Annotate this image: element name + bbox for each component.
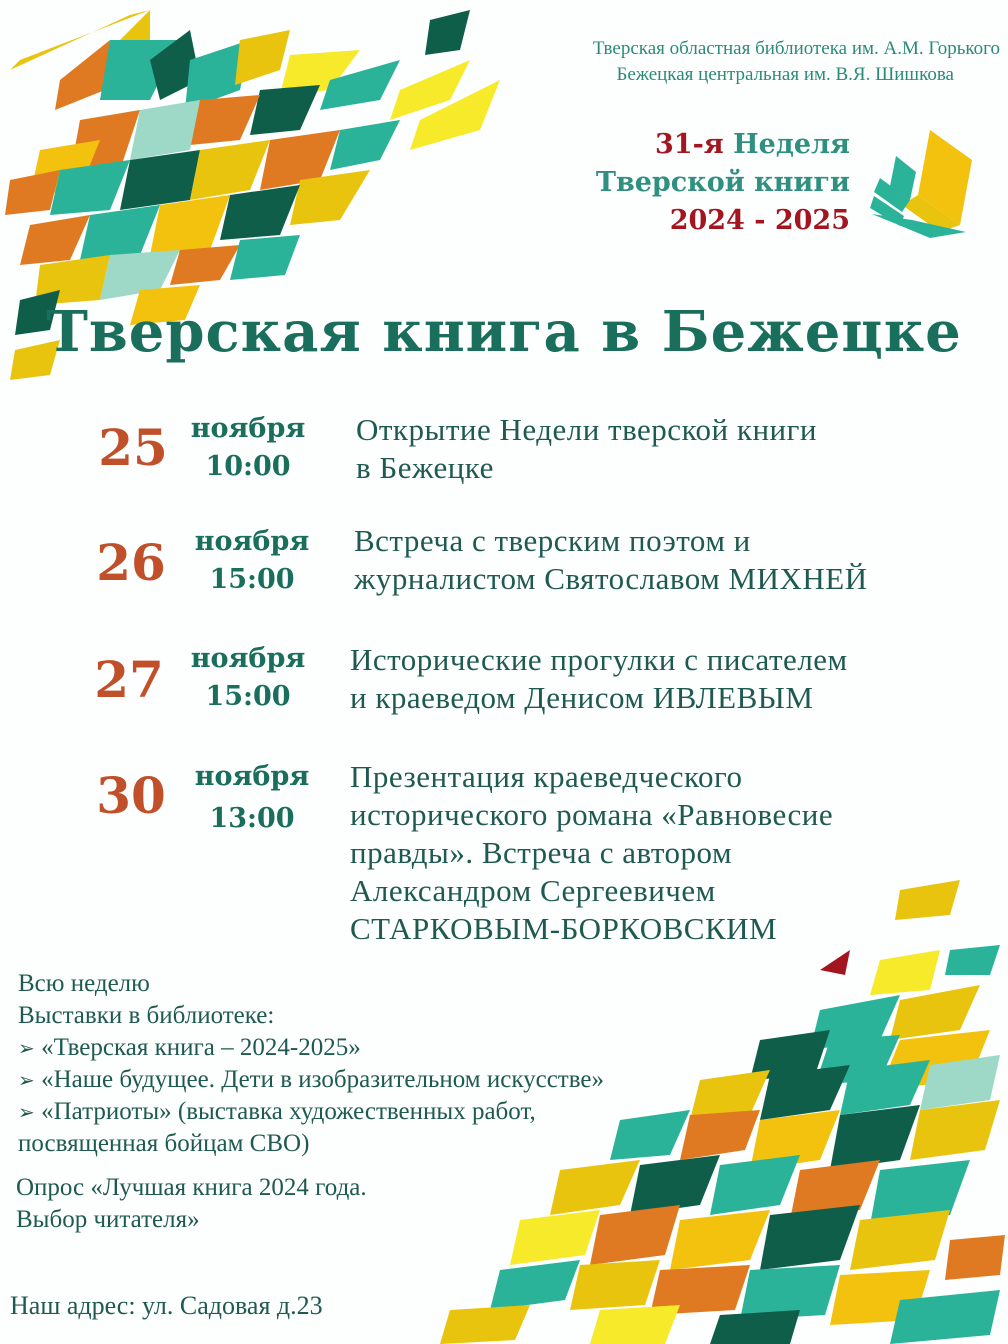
exhibition-item: ➢ «Наше будущее. Дети в изобразительном искусстве» <box>18 1064 778 1096</box>
page-title: Тверская книга в Бежецке <box>46 299 962 365</box>
address: Наш адрес: ул. Садовая д.23 <box>10 1291 323 1320</box>
exhibition-item: ➢ «Тверская книга – 2024-2025» <box>18 1032 778 1064</box>
week-long-label: Всю неделю <box>18 970 150 997</box>
event-3-day: 27 <box>94 650 164 709</box>
event-3-date <box>178 640 318 716</box>
event-2-day: 26 <box>96 533 166 592</box>
event-2-line: Встреча с тверским поэтом и <box>354 523 751 558</box>
event-4-description <box>350 758 990 948</box>
event-2-date <box>182 523 322 599</box>
survey-line-2: Выбор читателя» <box>16 1206 200 1233</box>
event-4-line: исторического романа «Равновесие <box>350 797 834 832</box>
book-logo-icon <box>870 130 972 238</box>
exhibitions-label: Выставки в библиотеке: <box>18 1002 275 1029</box>
week-ordinal: 31-я <box>655 129 724 160</box>
event-3-line: Исторические прогулки с писателем <box>350 642 848 677</box>
event-1-date <box>178 410 318 486</box>
event-4-day: 30 <box>96 766 166 825</box>
event-4-line: правды». Встреча с автором <box>350 835 733 870</box>
week-years: 2024 - 2025 <box>669 205 850 236</box>
exhibition-item: ➢ «Патриоты» (выставка художественных работ, <box>18 1096 778 1128</box>
event-4-line: Александром Сергеевичем <box>350 873 716 908</box>
event-4-month: ноября <box>194 761 310 792</box>
event-2-line: журналистом Святославом МИХНЕЙ <box>354 561 868 596</box>
event-3-time: 15:00 <box>205 681 291 712</box>
event-1-description <box>356 411 996 487</box>
event-1-time: 10:00 <box>205 451 291 482</box>
org-line-2: Бежецкая центральная им. В.Я. Шишкова <box>616 64 954 85</box>
event-2-time: 15:00 <box>209 564 295 595</box>
event-4-time: 13:00 <box>209 803 295 834</box>
event-3-month: ноября <box>190 643 306 674</box>
event-1-line: Открытие Недели тверской книги <box>356 412 817 447</box>
exhibitions-block <box>18 968 778 1160</box>
survey-line-1: Опрос «Лучшая книга 2024 года. <box>16 1174 367 1201</box>
event-4-line: Презентация краеведческого <box>350 759 743 794</box>
survey-block <box>16 1172 536 1236</box>
event-2-description <box>354 522 994 598</box>
event-4-date <box>182 758 322 838</box>
event-1-month: ноября <box>190 413 306 444</box>
exhibition-item-continuation: посвященная бойцам СВО) <box>18 1130 310 1157</box>
organizer-header <box>300 36 1000 88</box>
book-week-badge <box>596 126 850 240</box>
event-2-month: ноября <box>194 526 310 557</box>
week-word: Неделя <box>733 129 850 160</box>
event-3-description <box>350 641 990 717</box>
event-3-line: и краеведом Денисом ИВЛЕВЫМ <box>350 680 814 715</box>
event-4-line: СТАРКОВЫМ-БОРКОВСКИМ <box>350 911 778 946</box>
event-1-day: 25 <box>98 418 168 477</box>
org-line-1: Тверская областная библиотека им. А.М. Горького <box>592 38 1000 59</box>
week-line-2: Тверской книги <box>595 167 850 198</box>
event-1-line: в Бежецке <box>356 450 494 485</box>
